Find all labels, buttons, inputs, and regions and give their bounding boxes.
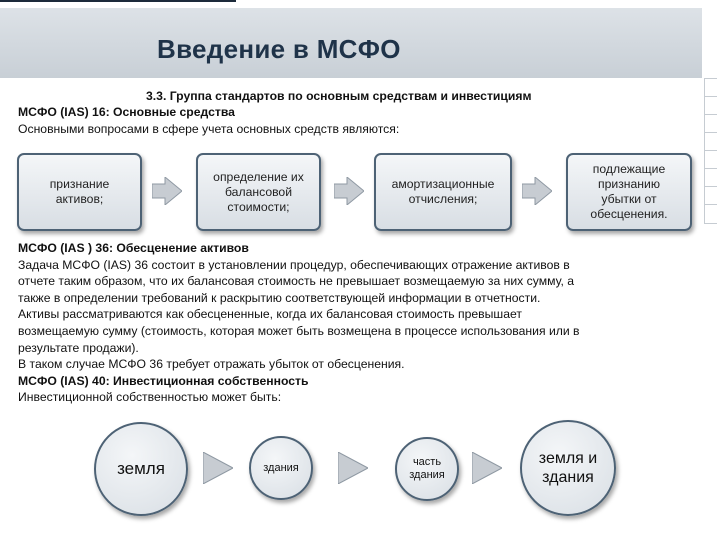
triangle-arrow-icon [203,452,233,484]
ias40-intro: Инвестиционной собственностью может быть: [18,390,282,405]
circle-label: земля и здания [538,450,598,486]
slide-header [0,8,702,78]
circle-buildings [249,436,313,500]
step-box-carrying-amount [196,153,321,231]
ias16-intro: Основными вопросами в сфере учета основных средств являются: [18,122,400,136]
circle-land [94,422,188,516]
section-title: 3.3. Группа стандартов по основным средствам и инвестициям [146,89,532,103]
circle-land-and-buildings [520,420,616,516]
triangle-arrow-icon [472,452,502,484]
circle-label: часть здания [409,456,445,481]
step-box-impairment [566,153,692,231]
ias36-line: результате продажи). [18,340,139,355]
ias36-line: также в определении требований к раскрытию соответствующей информации в отчетности. [18,290,541,305]
ias36-line: отчете таким образом, что их балансовая стоимость не превышает возмещаемую за них сумму, а [18,274,575,289]
ias36-heading: МСФО (IAS ) 36: Обесценение активов [18,241,249,255]
ias16-heading: МСФО (IAS) 16: Основные средства [18,105,235,119]
circle-label: земля [117,459,165,478]
chevron-arrow-icon [152,177,182,205]
triangle-arrow-icon [338,452,368,484]
step-label: определение их балансовой стоимости; [213,169,304,214]
step-label: подлежащие признанию убытки от обесценения. [590,162,668,221]
step-label: признание активов; [49,177,110,206]
ias36-section [18,240,698,406]
chevron-arrow-icon [334,177,364,205]
chevron-arrow-icon [522,177,552,205]
step-box-recognition [17,153,142,231]
ias36-line: Задача МСФО (IAS) 36 состоит в установлении процедур, обеспечивающих отражение активов в [18,257,570,272]
slide-title: Введение в МСФО [157,34,401,64]
top-accent-line [0,0,236,2]
ias36-line: Активы рассматриваются как обесцененные, когда их балансовая стоимость превышает [18,307,522,322]
ias36-line: В таком случае МСФО 36 требует отражать убыток от обесценения. [18,357,405,372]
circle-part-of-building [395,437,459,501]
decorative-sidebar-grid [704,78,717,224]
step-box-depreciation [374,153,512,231]
circle-label: здания [263,462,299,474]
ias36-line: возмещаемую сумму (стоимость, которая может быть возмещена в процессе использования или в [18,323,580,338]
step-label: амортизационные отчисления; [391,177,495,206]
ias40-heading: МСФО (IAS) 40: Инвестиционная собственность [18,373,309,388]
